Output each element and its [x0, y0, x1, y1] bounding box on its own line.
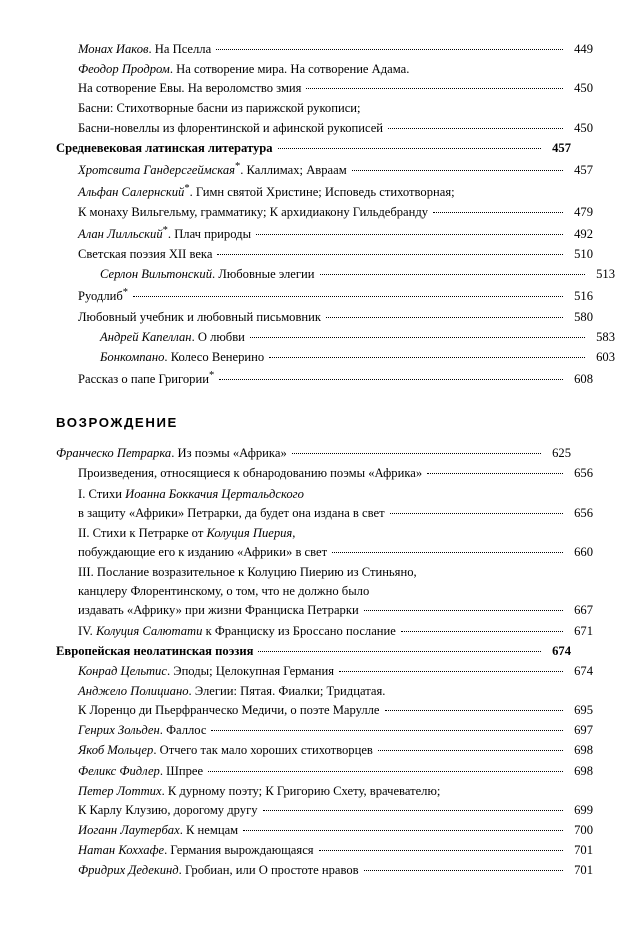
toc-entry-title: Светская поэзия XII века	[78, 246, 213, 261]
toc-entry-proizvedeniya-obnarodovanie[interactable]	[78, 464, 593, 483]
section-heading-vozrozhdenie: ВОЗРОЖДЕНИЕ	[56, 415, 178, 431]
toc-entry-lastline	[56, 444, 571, 463]
toc-entry-title: Рассказ о папе Григории*	[78, 370, 215, 387]
toc-entry-srednevekovaya-latinskaya-literatura[interactable]	[56, 139, 571, 158]
toc-entry-andzhelo-policiano[interactable]	[78, 682, 593, 720]
toc-entry-lastline	[78, 741, 593, 760]
toc-leader-dots	[320, 273, 585, 275]
toc-entry-kolutsiya-salyutati[interactable]	[78, 622, 593, 641]
toc-leader-dots	[319, 849, 563, 851]
toc-entry-lastline	[78, 203, 593, 222]
toc-entry-stihi-k-petrarke[interactable]	[78, 524, 593, 562]
toc-entry-line: I. Стихи Иоанна Боккачия Цертальдского	[78, 486, 304, 501]
toc-entry-page-number: 450	[574, 81, 593, 96]
toc-entry-page-number: 608	[574, 372, 593, 387]
toc-entry-lastline	[78, 543, 593, 562]
toc-entry-line: Альфан Салернский*. Гимн святой Христине; Исповедь стихотворная;	[78, 183, 455, 200]
toc-entry-stihi-ioanna-bokkachiya[interactable]	[78, 485, 593, 523]
toc-entry-line: III. Послание возразительное к Колуцию Пиерию из Стиньяно,	[78, 565, 417, 580]
toc-entry-page-number: 674	[552, 643, 571, 658]
toc-entry-lastline	[78, 721, 593, 740]
toc-entry-petrarka-afrika[interactable]	[56, 444, 571, 463]
toc-entry-basni[interactable]	[78, 99, 593, 137]
toc-entry-iogann-lauterbah[interactable]	[78, 821, 593, 840]
toc-entry-alfan-salernskiy[interactable]	[78, 181, 593, 221]
toc-entry-lastline	[100, 328, 615, 347]
toc-entry-peter-lottih[interactable]	[78, 782, 593, 820]
toc-entry-lastline	[100, 348, 615, 367]
toc-entry-title: Басни-новеллы из флорентинской и афинской рукописей	[78, 120, 384, 135]
toc-entry-title: Средневековая латинская литература	[56, 140, 273, 155]
toc-entry-lastline	[56, 642, 571, 661]
toc-leader-dots	[306, 87, 563, 89]
toc-entry-title: Франческо Петрарка. Из поэмы «Африка»	[56, 446, 287, 461]
toc-entry-page-number: 699	[574, 802, 593, 817]
toc-entry-title: Произведения, относящиеся к обнародованию поэмы «Африка»	[78, 466, 423, 481]
toc-entry-page-number: 449	[574, 42, 593, 56]
toc-entry-serlon-viltonskiy[interactable]	[100, 265, 615, 284]
toc-entry-title: Конрад Цельтис. Эподы; Целокупная Германия	[78, 663, 335, 678]
toc-leader-dots	[216, 48, 563, 50]
toc-entry-page-number: 667	[574, 603, 593, 618]
toc-entry-title: Андрей Капеллан. О любви	[100, 329, 245, 344]
toc-entry-title: Европейская неолатинская поэзия	[56, 643, 254, 658]
toc-entry-page-number: 701	[574, 863, 593, 878]
table-of-contents	[56, 40, 615, 880]
toc-leader-dots	[208, 770, 563, 772]
toc-entry-line: II. Стихи к Петрарке от Колуция Пиерия,	[78, 525, 296, 540]
toc-entry-page-number: 697	[574, 723, 593, 738]
toc-leader-dots	[250, 336, 585, 338]
toc-entry-lastline	[78, 159, 593, 180]
toc-entry-lastline	[78, 79, 593, 98]
toc-leader-dots	[390, 512, 563, 514]
toc-entry-page-number: 701	[574, 843, 593, 858]
toc-leader-dots	[217, 253, 563, 255]
toc-leader-dots	[269, 356, 585, 358]
toc-entry-title: Фридрих Дедекинд. Гробиан, или О простоте нравов	[78, 863, 359, 878]
toc-entry-page-number: 580	[574, 309, 593, 324]
toc-entry-title: Иоганн Лаутербах. К немцам	[78, 823, 239, 837]
toc-entry-lastline	[78, 801, 593, 820]
toc-entry-title: Алан Лилльский*. Плач природы	[78, 224, 252, 241]
toc-entry-lastline	[78, 861, 593, 880]
toc-entry-page-number: 492	[574, 226, 593, 241]
toc-entry-lastline	[78, 701, 593, 720]
toc-entry-lastline	[78, 119, 593, 138]
toc-leader-dots	[258, 650, 541, 652]
toc-entry-page-number: 513	[596, 267, 615, 282]
toc-entry-svetskaya-poeziya-xii[interactable]	[78, 245, 593, 264]
toc-entry-page-number: 656	[574, 505, 593, 520]
toc-entry-ruodlib[interactable]	[78, 285, 593, 306]
toc-entry-line: канцлеру Флорентинскому, о том, что не должно было	[78, 584, 370, 599]
toc-entry-title: Бонкомпано. Колесо Венерино	[100, 349, 265, 364]
toc-leader-dots	[388, 127, 563, 129]
toc-entry-page-number: 656	[574, 466, 593, 481]
toc-entry-lastline	[78, 821, 593, 840]
toc-entry-line: Басни: Стихотворные басни из парижской рукописи;	[78, 101, 361, 116]
toc-entry-yakob-molcer[interactable]	[78, 741, 593, 760]
toc-entry-title: издавать «Африку» при жизни Франциска Петрарки	[78, 603, 359, 618]
toc-entry-title: Любовный учебник и любовный письмовник	[78, 309, 322, 324]
toc-entry-page-number: 698	[574, 763, 593, 778]
toc-entry-title: побуждающие его к изданию «Африки» в свет	[78, 545, 328, 560]
toc-entry-lastline	[78, 40, 593, 59]
toc-entry-lastline	[78, 245, 593, 264]
toc-entry-title: Серлон Вильтонский. Любовные элегии	[100, 267, 315, 282]
toc-entry-lastline	[78, 841, 593, 860]
toc-leader-dots	[401, 630, 563, 632]
toc-entry-title: Генрих Зольден. Фаллос	[78, 723, 207, 738]
toc-entry-lastline	[78, 223, 593, 244]
toc-leader-dots	[326, 316, 563, 318]
toc-entry-lastline	[78, 622, 593, 641]
toc-entry-page-number: 510	[574, 246, 593, 261]
toc-leader-dots	[332, 551, 563, 553]
toc-entry-page-number: 700	[574, 823, 593, 837]
toc-entry-fridrih-dedekind[interactable]	[78, 861, 593, 880]
toc-leader-dots	[278, 147, 541, 149]
toc-leader-dots	[339, 670, 563, 672]
toc-leader-dots	[352, 169, 563, 171]
toc-entry-title: в защиту «Африки» Петрарки, да будет она издана в свет	[78, 505, 385, 520]
toc-leader-dots	[364, 609, 563, 611]
toc-entry-lastline	[78, 464, 593, 483]
toc-entry-natan-kohhafe[interactable]	[78, 841, 593, 860]
toc-entry-page-number: 674	[574, 663, 593, 678]
toc-leader-dots	[364, 869, 563, 871]
toc-entry-monah-iakov[interactable]	[78, 40, 593, 59]
toc-leader-dots	[263, 809, 563, 811]
toc-entry-genrih-zolden[interactable]	[78, 721, 593, 740]
toc-entry-lastline	[78, 308, 593, 327]
toc-entry-evropeyskaya-neolatinskaya-poeziya[interactable]	[56, 642, 571, 661]
toc-entry-andrey-kapellan[interactable]	[100, 328, 615, 347]
toc-entry-feliks-fidler[interactable]	[78, 762, 593, 781]
toc-entry-page-number: 625	[552, 446, 571, 461]
toc-entry-rasskaz-o-pape-grigorii[interactable]	[78, 368, 593, 389]
toc-leader-dots	[385, 709, 563, 711]
toc-leader-dots	[378, 749, 563, 751]
toc-entry-title: Якоб Мольцер. Отчего так мало хороших стихотворцев	[78, 743, 373, 758]
toc-entry-lastline	[78, 601, 593, 620]
toc-entry-title: На сотворение Евы. На вероломство змия	[78, 81, 302, 96]
toc-leader-dots	[256, 233, 563, 235]
toc-entry-konrad-celtis[interactable]	[78, 662, 593, 681]
toc-entry-line: Анджело Полициано. Элегии: Пятая. Фиалки; Тридцатая.	[78, 684, 386, 699]
toc-leader-dots	[433, 211, 563, 213]
toc-entry-line: Петер Лоттих. К дурному поэту; К Григорию Схету, врачевателю;	[78, 783, 441, 798]
toc-entry-bonkompano[interactable]	[100, 348, 615, 367]
toc-entry-lastline	[78, 504, 593, 523]
toc-entry-title: Феликс Фидлер. Шпрее	[78, 763, 204, 778]
toc-entry-page-number: 583	[596, 329, 615, 344]
toc-leader-dots	[219, 378, 563, 380]
toc-entry-page-number: 479	[574, 204, 593, 219]
toc-leader-dots	[133, 295, 563, 297]
toc-entry-lastline	[100, 265, 615, 284]
toc-entry-page-number: 457	[552, 140, 571, 155]
toc-entry-lastline	[78, 662, 593, 681]
toc-entry-title: К Карлу Клузию, дорогому другу	[78, 802, 258, 817]
toc-entry-title: К монаху Вильгельму, грамматику; К архидиакону Гильдебранду	[78, 204, 429, 219]
toc-leader-dots	[427, 472, 563, 474]
toc-entry-alan-lillskiy[interactable]	[78, 223, 593, 244]
toc-entry-feodor-prodrom[interactable]	[78, 60, 593, 98]
toc-entry-title: Монах Иаков. На Пселла	[78, 42, 212, 56]
toc-entry-poslanie-vozrazitelnoe[interactable]	[78, 563, 593, 620]
toc-entry-line: Феодор Продром. На сотворение мира. На сотворение Адама.	[78, 62, 410, 77]
toc-entry-lastline	[78, 368, 593, 389]
toc-entry-title: К Лоренцо ди Пьерфранческо Медичи, о поэте Марулле	[78, 703, 380, 718]
toc-entry-title: Хротсвита Гандерсгеймская*. Каллимах; Авраам	[78, 160, 347, 178]
toc-entry-title: Натан Коххафе. Германия вырождающаяся	[78, 843, 314, 858]
toc-entry-lyubovnyy-uchebnik[interactable]	[78, 308, 593, 327]
toc-entry-lastline	[78, 762, 593, 781]
toc-entry-page-number: 516	[574, 289, 593, 304]
toc-leader-dots	[243, 829, 563, 831]
toc-leader-dots	[211, 729, 563, 731]
toc-entry-page-number: 450	[574, 120, 593, 135]
toc-entry-page-number: 698	[574, 743, 593, 758]
toc-entry-lastline	[56, 139, 571, 158]
toc-entry-page-number: 457	[574, 163, 593, 178]
toc-entry-hrotsvita[interactable]	[78, 159, 593, 180]
toc-entry-lastline	[78, 285, 593, 306]
toc-entry-page-number: 603	[596, 349, 615, 364]
toc-entry-page-number: 660	[574, 545, 593, 560]
toc-leader-dots	[292, 452, 541, 454]
toc-entry-page-number: 695	[574, 703, 593, 718]
toc-entry-title: Руодлиб*	[78, 287, 129, 304]
toc-entry-title: IV. Колуция Салютати к Франциску из Броссано послание	[78, 623, 396, 638]
toc-entry-page-number: 671	[574, 623, 593, 638]
